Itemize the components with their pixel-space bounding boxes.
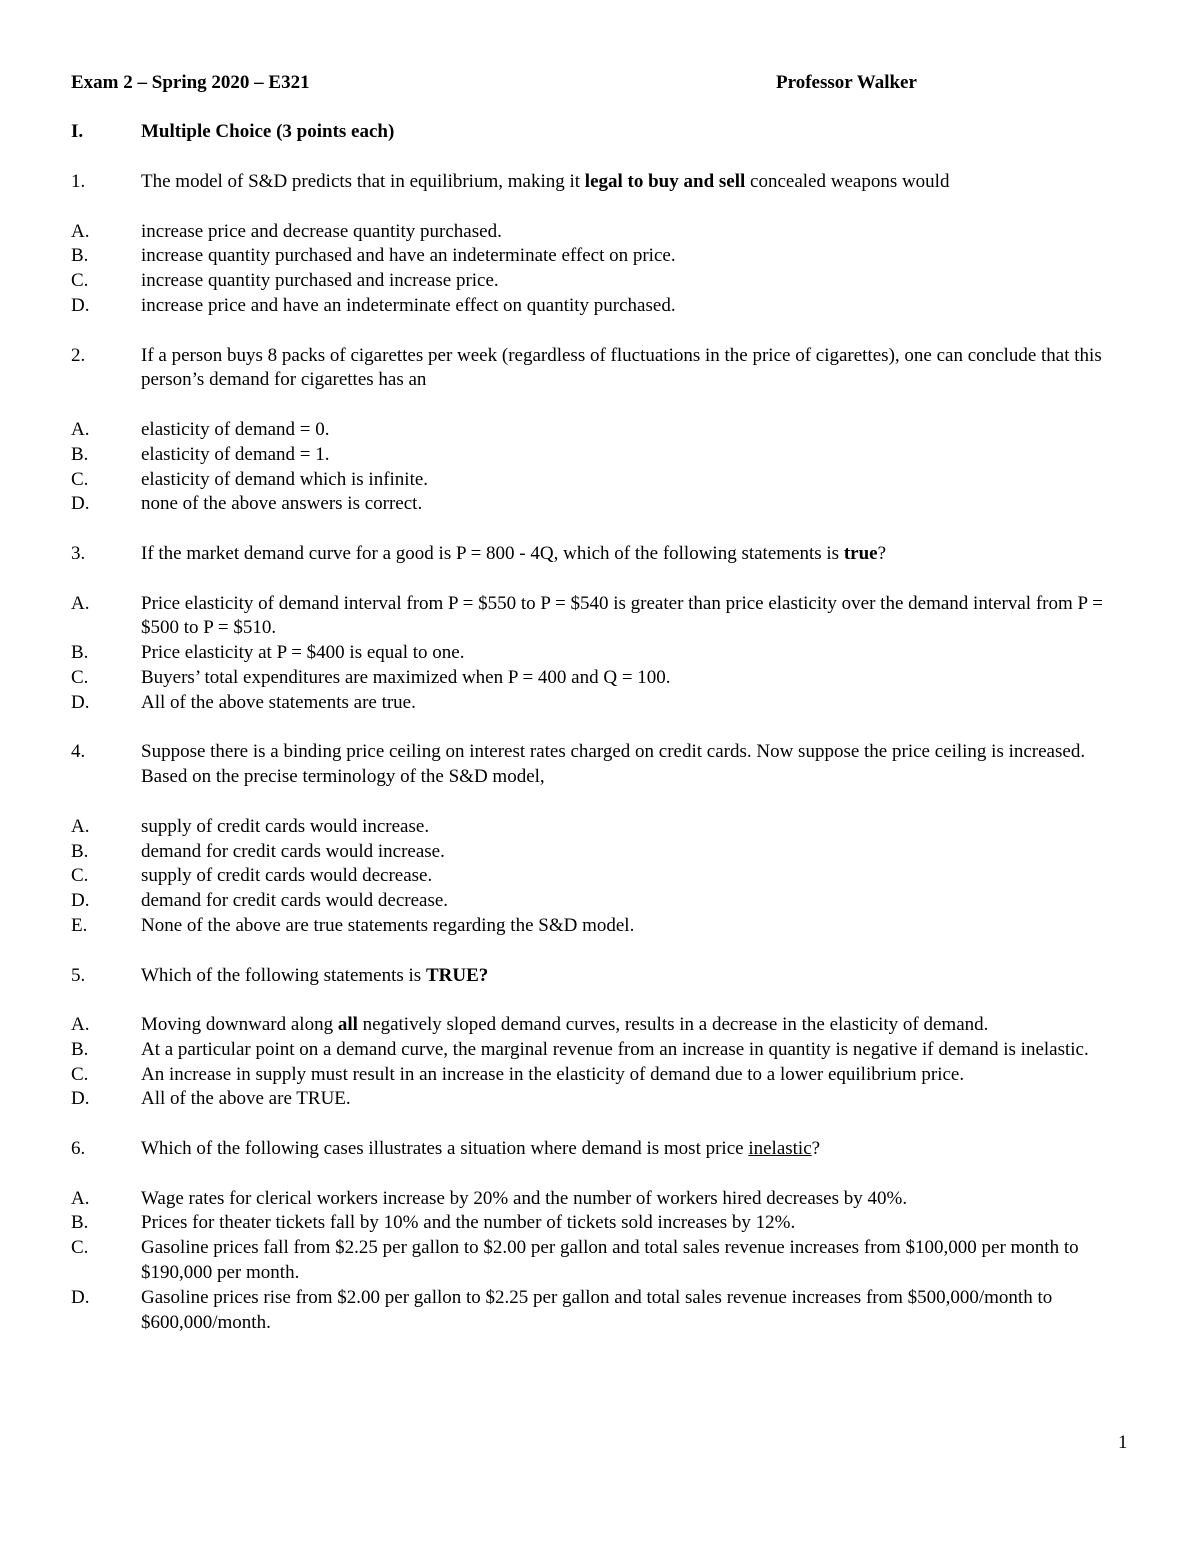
option-text: increase price and decrease quantity purchased. xyxy=(141,220,502,242)
answer-option xyxy=(71,1087,1131,1112)
answer-option xyxy=(71,641,1131,666)
question-number: 2. xyxy=(71,344,86,366)
option-text: Price elasticity of demand interval from P = $550 to P = $540 is greater than price elasticity over the demand interval from P = $500 to P = $510. xyxy=(141,592,1103,639)
option-text: increase quantity purchased and have an indeterminate effect on price. xyxy=(141,245,676,267)
question-stem: Which of the following cases illustrates a situation where demand is most price inelastic? xyxy=(141,1138,821,1160)
answer-option xyxy=(71,244,1131,269)
section-heading xyxy=(71,121,394,143)
question-3-options xyxy=(71,592,1131,716)
question-2-options xyxy=(71,418,1131,517)
exam-header xyxy=(71,72,1131,98)
question-number: 1. xyxy=(71,171,86,192)
answer-option xyxy=(71,1063,1131,1088)
answer-option xyxy=(71,666,1131,691)
option-label: C. xyxy=(71,666,89,688)
option-text: demand for credit cards would increase. xyxy=(141,840,445,862)
section-title: Multiple Choice (3 points each) xyxy=(141,121,395,142)
option-label: B. xyxy=(71,840,89,862)
answer-option xyxy=(71,840,1131,865)
option-text: none of the above answers is correct. xyxy=(141,493,423,515)
question-6-options xyxy=(71,1187,1131,1336)
answer-option xyxy=(71,1211,1131,1236)
option-text: elasticity of demand which is infinite. xyxy=(141,468,429,490)
section-number: I. xyxy=(71,121,84,142)
option-label: B. xyxy=(71,443,89,465)
answer-option xyxy=(71,889,1131,914)
question-number: 4. xyxy=(71,741,86,763)
option-text: An increase in supply must result in an increase in the elasticity of demand due to a lower equilibrium price. xyxy=(141,1063,965,1085)
option-label: A. xyxy=(71,220,90,242)
option-text: Price elasticity at P = $400 is equal to one. xyxy=(141,642,465,664)
answer-option xyxy=(71,914,1131,939)
option-label: A. xyxy=(71,1014,90,1036)
question-stem: If a person buys 8 packs of cigarettes per week (regardless of fluctuations in the price of cigarettes), one can conclude that this person’s demand for cigarettes has an xyxy=(141,344,1102,391)
option-label: A. xyxy=(71,1187,90,1209)
option-label: C. xyxy=(71,865,89,887)
question-5 xyxy=(71,964,1131,989)
question-stem: Which of the following statements is TRUE? xyxy=(141,964,489,986)
option-text: demand for credit cards would decrease. xyxy=(141,890,449,912)
exam-title: Exam 2 – Spring 2020 – E321 xyxy=(71,72,310,93)
question-number: 6. xyxy=(71,1138,86,1160)
question-stem: Suppose there is a binding price ceiling on interest rates charged on credit cards. Now suppose the price ceiling is increased. Based on the precise terminology of the S&D model, xyxy=(141,741,1086,788)
option-label: D. xyxy=(71,890,90,912)
professor-name: Professor Walker xyxy=(776,72,917,93)
option-label: C. xyxy=(71,270,89,292)
option-text: elasticity of demand = 0. xyxy=(141,418,330,440)
option-label: E. xyxy=(71,914,88,936)
option-text: At a particular point on a demand curve, the marginal revenue from an increase in quantity is negative if demand is inelastic. xyxy=(141,1038,1089,1060)
option-text: All of the above are TRUE. xyxy=(141,1088,351,1110)
option-label: D. xyxy=(71,691,90,713)
option-label: C. xyxy=(71,1237,89,1259)
question-stem: The model of S&D predicts that in equilibrium, making it legal to buy and sell concealed weapons would xyxy=(141,171,950,192)
answer-option xyxy=(71,864,1131,889)
question-stem: If the market demand curve for a good is P = 800 - 4Q, which of the following statements is true? xyxy=(141,542,887,564)
question-1-options xyxy=(71,220,1131,319)
option-text: increase price and have an indeterminate effect on quantity purchased. xyxy=(141,294,676,316)
option-label: B. xyxy=(71,245,89,267)
answer-option xyxy=(71,269,1131,294)
answer-option xyxy=(71,443,1131,468)
option-text: None of the above are true statements regarding the S&D model. xyxy=(141,914,635,936)
answer-option xyxy=(71,815,1131,840)
option-label: A. xyxy=(71,815,90,837)
answer-option xyxy=(71,592,1131,642)
answer-option xyxy=(71,1187,1131,1212)
questions-list xyxy=(71,170,1131,1360)
option-label: D. xyxy=(71,1286,90,1308)
option-text: Moving downward along all negatively sloped demand curves, results in a decrease in the elasticity of demand. xyxy=(141,1014,989,1036)
option-text: increase quantity purchased and increase price. xyxy=(141,270,499,292)
answer-option xyxy=(71,1038,1131,1063)
option-label: C. xyxy=(71,1063,89,1085)
option-label: B. xyxy=(71,1038,89,1060)
option-text: Gasoline prices fall from $2.25 per gallon to $2.00 per gallon and total sales revenue increases from $100,000 per month to $190,000 per month. xyxy=(141,1237,1079,1284)
answer-option xyxy=(71,294,1131,319)
answer-option xyxy=(71,492,1131,517)
option-text: supply of credit cards would decrease. xyxy=(141,865,433,887)
question-number: 3. xyxy=(71,542,86,564)
option-label: A. xyxy=(71,418,90,440)
answer-option xyxy=(71,468,1131,493)
question-4-options xyxy=(71,815,1131,939)
option-text: elasticity of demand = 1. xyxy=(141,443,330,465)
option-label: D. xyxy=(71,493,90,515)
question-number: 5. xyxy=(71,964,86,986)
answer-option xyxy=(71,1236,1131,1286)
question-5-options xyxy=(71,1013,1131,1112)
page-number: 1 xyxy=(1118,1432,1128,1453)
option-label: D. xyxy=(71,294,90,316)
answer-option xyxy=(71,1013,1131,1038)
question-3 xyxy=(71,542,1131,567)
question-4 xyxy=(71,740,1131,790)
question-2 xyxy=(71,344,1131,394)
option-label: B. xyxy=(71,1212,89,1234)
option-text: Wage rates for clerical workers increase by 20% and the number of workers hired decreases by 40%. xyxy=(141,1187,908,1209)
option-label: D. xyxy=(71,1088,90,1110)
question-6 xyxy=(71,1137,1131,1162)
option-text: supply of credit cards would increase. xyxy=(141,815,430,837)
option-label: B. xyxy=(71,642,89,664)
answer-option xyxy=(71,691,1131,716)
answer-option xyxy=(71,220,1131,245)
question-1 xyxy=(71,170,1131,195)
answer-option xyxy=(71,418,1131,443)
option-text: All of the above statements are true. xyxy=(141,691,416,713)
option-text: Prices for theater tickets fall by 10% and the number of tickets sold increases by 12%. xyxy=(141,1212,796,1234)
option-label: A. xyxy=(71,592,90,614)
answer-option xyxy=(71,1286,1131,1336)
option-text: Buyers’ total expenditures are maximized when P = 400 and Q = 100. xyxy=(141,666,671,688)
option-label: C. xyxy=(71,468,89,490)
option-text: Gasoline prices rise from $2.00 per gallon to $2.25 per gallon and total sales revenue increases from $500,000/month to $600,000/month. xyxy=(141,1286,1053,1333)
